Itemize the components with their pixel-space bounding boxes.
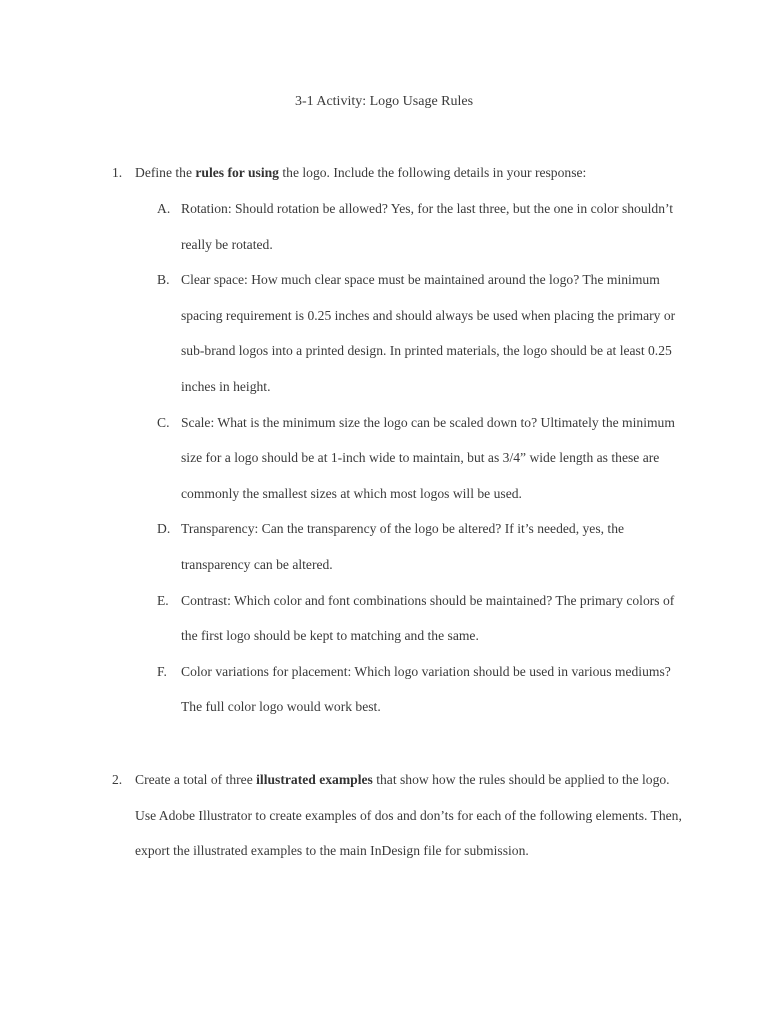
sub-item-letter: A.: [157, 201, 171, 216]
list-item-2: [112, 762, 682, 869]
sub-item-letter: B.: [157, 272, 170, 288]
sub-item-text: Scale: What is the minimum size the logo can be scaled down to? Ultimately the minimum size for a logo should be at 1-inch wide to maintain, but as 3/4” wide length as these are commonly the smallest sizes at which most logos will be used.: [181, 414, 675, 501]
sub-item-text: Rotation: Should rotation be allowed? Yes, for the last three, but the one in color shouldn’t really be rotated.: [181, 201, 674, 252]
list-item-text: [135, 155, 682, 191]
text-segment: the logo. Include the following details in your response:: [278, 165, 587, 180]
sub-item-a: [157, 191, 677, 262]
sub-item-text: Transparency: Can the transparency of the logo be altered? If it’s needed, yes, the transparency can be altered.: [181, 521, 625, 572]
sub-item-letter: F.: [157, 663, 167, 679]
sub-item-f: [157, 654, 677, 725]
list-number: 1.: [112, 165, 123, 180]
sub-item-d: [157, 511, 677, 582]
sub-item-letter: E.: [157, 592, 169, 608]
bold-phrase: illustrated examples: [256, 772, 373, 787]
list-item-text: [135, 762, 682, 869]
sub-item-letter: C.: [157, 414, 170, 430]
sub-item-text: Contrast: Which color and font combinations should be maintained? The primary colors of the first logo should be kept to matching and the same.: [181, 592, 675, 644]
text-segment: Define the: [135, 165, 196, 180]
text-segment: Create a total of three: [135, 772, 257, 787]
sub-item-letter: D.: [157, 521, 171, 537]
sub-item-text: Color variations for placement: Which logo variation should be used in various mediums? The full color logo would work best.: [181, 663, 671, 715]
sub-list: [157, 191, 677, 725]
sub-item-e: [157, 583, 677, 654]
list-item-1: [112, 155, 682, 191]
sub-item-text: Clear space: How much clear space must be maintained around the logo? The minimum spacing requirement is 0.25 inches and should always be used when placing the primary or sub-brand logos into a printed design. In printed materials, the logo should be at least 0.25 inches in height.: [181, 272, 676, 394]
sub-item-b: [157, 262, 677, 404]
list-number: 2.: [112, 772, 123, 787]
page-title: 3-1 Activity: Logo Usage Rules: [294, 94, 474, 109]
sub-item-c: [157, 405, 677, 512]
bold-phrase: rules for using: [195, 165, 279, 180]
text-segment: that show how the rules should be applied to the logo. Use Adobe Illustrator to create examples of dos and don’ts for each of the following elements. Then, export the illustrated examples to the main InDesign file for submission.: [135, 772, 682, 859]
